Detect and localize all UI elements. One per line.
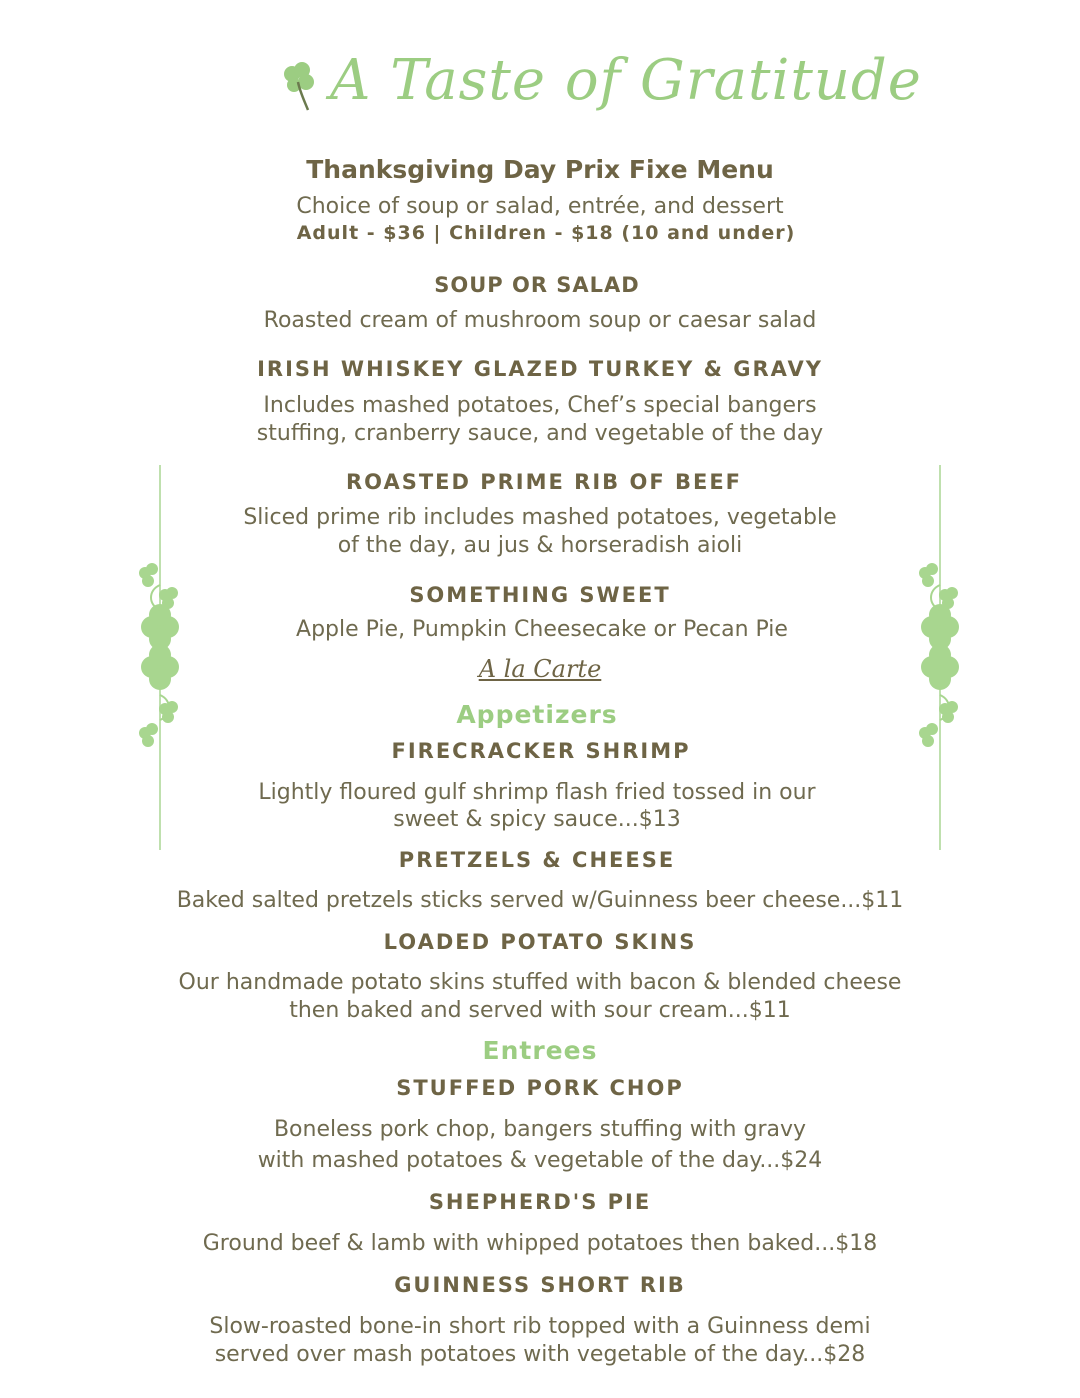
entree-short-rib-heading: GUINNESS SHORT RIB — [394, 1273, 686, 1297]
section-appetizers: Appetizers — [456, 700, 618, 729]
entree-pork-chop-desc-line1: Boneless pork chop, bangers stuffing with gravy — [273, 1117, 807, 1142]
entree-short-rib-desc-line1: Slow-roasted bone-in short rib topped with a Guinness demi — [209, 1314, 871, 1339]
course-dessert-heading: SOMETHING SWEET — [409, 583, 671, 607]
course-dessert-desc: Apple Pie, Pumpkin Cheesecake or Pecan Pie — [296, 617, 788, 642]
menu-title: A Taste of Gratitude — [330, 48, 922, 113]
choice-text: Choice of soup or salad, entrée, and dessert — [296, 194, 784, 219]
appetizer-pretzels-desc: Baked salted pretzels sticks served w/Guinness beer cheese...$11 — [176, 888, 904, 913]
appetizer-shrimp-heading: FIRECRACKER SHRIMP — [391, 739, 691, 763]
shamrock-vine-right — [910, 465, 970, 850]
entree-shepherds-pie-heading: SHEPHERD'S PIE — [428, 1190, 652, 1214]
menu-name: Thanksgiving Day Prix Fixe Menu — [306, 155, 774, 184]
a-la-carte-label: A la Carte — [478, 655, 602, 683]
pricing-line: Adult - $36 | Children - $18 (10 and under) — [296, 222, 796, 244]
section-entrees: Entrees — [482, 1036, 598, 1065]
entree-pork-chop-heading: STUFFED PORK CHOP — [396, 1076, 684, 1100]
appetizer-potato-skins-heading: LOADED POTATO SKINS — [383, 930, 697, 954]
course-turkey-heading: IRISH WHISKEY GLAZED TURKEY & GRAVY — [257, 357, 823, 381]
appetizer-potato-skins-desc-line1: Our handmade potato skins stuffed with bacon & blended cheese — [178, 970, 902, 995]
appetizer-shrimp-desc-line1: Lightly floured gulf shrimp flash fried tossed in our — [258, 780, 816, 805]
shamrock-vine-left — [130, 465, 190, 850]
appetizer-shrimp-desc-line2: sweet & spicy sauce...$13 — [393, 807, 681, 832]
course-turkey-desc-line1: Includes mashed potatoes, Chef’s special bangers — [263, 393, 817, 418]
course-turkey-desc-line2: stuffing, cranberry sauce, and vegetable of the day — [256, 421, 824, 446]
course-prime-rib-heading: ROASTED PRIME RIB OF BEEF — [345, 470, 743, 494]
appetizer-pretzels-heading: PRETZELS & CHEESE — [398, 848, 676, 872]
course-prime-rib-desc-line2: of the day, au jus & horseradish aioli — [337, 533, 743, 558]
course-soup-salad-desc: Roasted cream of mushroom soup or caesar salad — [263, 308, 817, 333]
course-soup-salad-heading: SOUP OR SALAD — [434, 273, 640, 297]
entree-shepherds-pie-desc: Ground beef & lamb with whipped potatoes then baked...$18 — [202, 1231, 878, 1256]
shamrock-icon — [278, 60, 322, 112]
course-prime-rib-desc-line1: Sliced prime rib includes mashed potatoes, vegetable — [243, 505, 837, 530]
appetizer-potato-skins-desc-line2: then baked and served with sour cream...$11 — [289, 998, 791, 1023]
entree-pork-chop-desc-line2: with mashed potatoes & vegetable of the day...$24 — [257, 1148, 823, 1173]
entree-short-rib-desc-line2: served over mash potatoes with vegetable of the day...$28 — [214, 1342, 866, 1367]
